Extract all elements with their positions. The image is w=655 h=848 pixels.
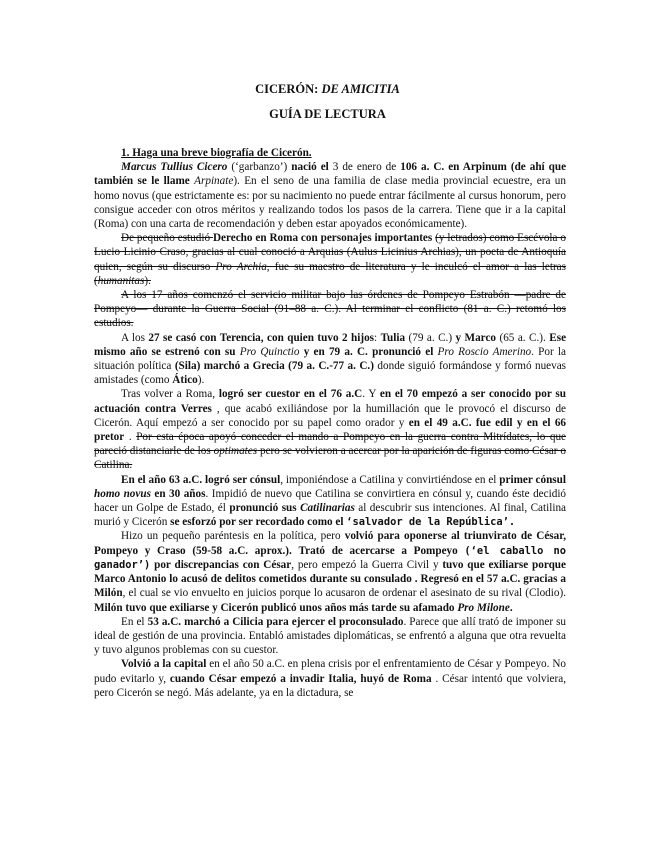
paragraph-3: A los 17 años comenzó el servicio militar bajo las órdenes de Pompeyo Estrabón —padre de Pompeyo— durante la Guerra Social (91–88 a. C.). Al terminar el conflicto (81 a. C.) retomó los estudios. [94,289,566,330]
question-heading: 1. Haga una breve biografía de Cicerón. [121,147,312,159]
paragraph-2: De pequeño estudió Derecho en Roma con personajes importantes (y letrados) como Escévola o Lucio Licinio Craso, gracias al cual conoció a Arquias (Aulus Licinius Archias), un poeta de Antioquía quien, según su discurso Pro Archia, fue su maestro de literatura y le inculcó el amor a las letras (humanitas). [94,232,566,287]
document-body [94,146,566,700]
paragraph-7: Hizo un pequeño paréntesis en la política, pero volvió para oponerse al triunvirato de César, Pompeyo y Craso (59-58 a.C. aprox.). Trató de acercarse a Pompeyo (‘el caballo no ganador’) por discrepancias con César, pero empezó la Guerra Civil y tuvo que exiliarse porque Marco Antonio lo acusó de delitos cometidos durante su consulado . Regresó en el 57 a.C. gracias a Milón, el cual se vio envuelto en juicios porque lo acusaron de ordenar el asesinato de su rival (Clodio). Milón tuvo que exiliarse y Cicerón publicó unos años más tarde su afamado Pro Milone. [94,530,567,614]
paragraph-9: Volvió a la capital en el año 50 a.C. en plena crisis por el enfrentamiento de César y Pompeyo. No pudo evitarlo y, cuando César empezó a invadir Italia, huyó de Roma . César intentó que volviera, pero Cicerón se negó. Más adelante, ya en la dictadura, se [94,658,567,699]
paragraph-4: A los 27 se casó con Terencia, con quien tuvo 2 hijos: Tulia (79 a. C.) y Marco (65 a. C.). Ese mismo año se estrenó con su Pro Quinctio y en 79 a. C. pronunció el Pro Roscio Amerino. Por la situación política (Sila) marchó a Grecia (79 a. C.-77 a. C.) donde siguió formándose y formó nuevas amistades (como Ático). [94,331,567,387]
document-subtitle: GUÍA DE LECTURA [269,107,386,121]
paragraph-8: En el 53 a.C. marchó a Cilicia para ejercer el proconsulado. Parece que allí trató de imponer su ideal de gestión de una provincia. Entabló amistades diplomáticas, se enfrentó a alguna que otra revuelta y tuvo algunos problemas con su cuestor. [94,615,567,657]
paragraph-5: Tras volver a Roma, logró ser cuestor en el 76 a.C. Y en el 70 empezó a ser conocido por su actuación contra Verres , que acabó exiliándose por la humillación que le provocó el discurso de Cicerón. Aquí empezó a ser conocido por su papel como orador y en el 49 a.C. fue edil y en el 66 pretor . Por esta época apoyó conceder el mando a Pompeyo en la guerra contra Mitrídates, lo que pareció distanciarle de los optimates pero se volvieron a acercar por la aparición de figuras como César o Catilina. [94,388,567,472]
document-title: CICERÓN: DE AMICITIA [255,82,400,96]
paragraph-6: En el año 63 a.C. logró ser cónsul, imponiéndose a Catilina y convirtiéndose en el primer cónsul homo novus en 30 años. Impidió de nuevo que Catilina se convirtiera en cónsul y, cuando éste decidió hacer un Golpe de Estado, él pronunció sus Catilinarias al descubrir sus intenciones. Al final, Catilina murió y Cicerón se esforzó por ser recordado como el ‘salvador de la República’. [94,473,567,529]
paragraph-1: Marcus Tullius Cicero (‘garbanzo’) nació el 3 de enero de 106 a. C. en Arpinum (de ahí que también se le llame Arpinate). En el seno de una familia de clase media provincial ecuestre, era un homo novus (que estrictamente es: por su nacimiento no puede entrar fácilmente al cursus honorum, pero consigue acceder con otros méritos y realizando todos los pasos de la carrera. Tiene que ir a la capital (Roma) con una carta de recomendación y deben estar apoyados económicamente). [94,161,567,231]
